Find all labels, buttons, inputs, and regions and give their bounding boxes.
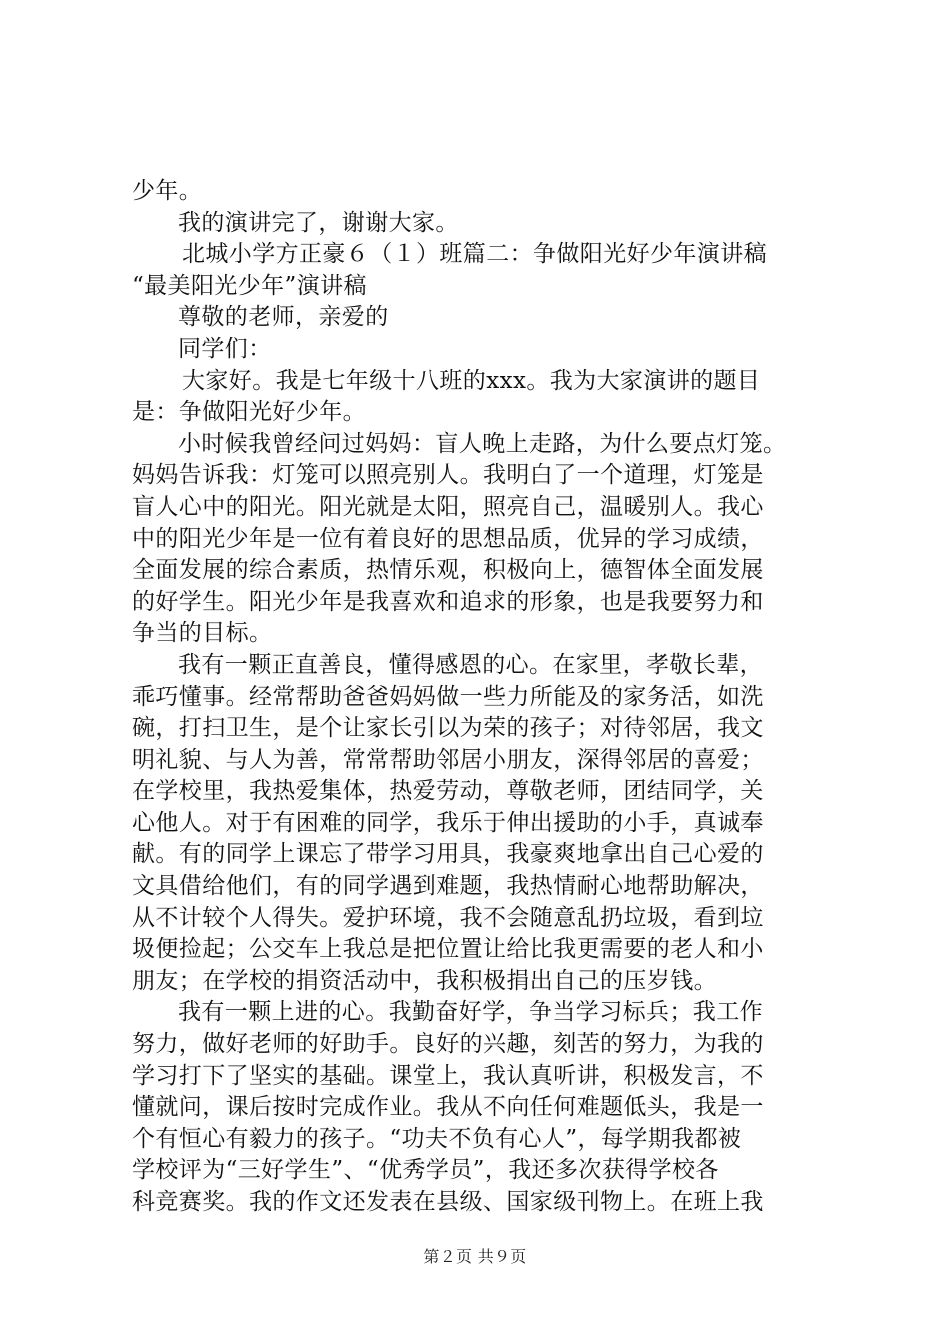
text-line: 我有一颗正直善良，懂得感恩的心。在家里，孝敬长辈， bbox=[178, 651, 763, 678]
page-footer: 第２页 共９页 bbox=[423, 1247, 527, 1266]
text-line: 懂就问，课后按时完成作业。我从不向任何难题低头，我是一 bbox=[132, 1094, 764, 1121]
text-line: 全面发展的综合素质，热情乐观，积极向上，德智体全面发展 bbox=[132, 557, 764, 584]
text-line: 尊敬的老师，亲爱的 bbox=[178, 304, 389, 331]
text-line: 妈妈告诉我：灯笼可以照亮别人。我明白了一个道理，灯笼是 bbox=[132, 462, 764, 489]
text-line: 献。有的同学上课忘了带学习用具，我豪爽地拿出自己心爱的 bbox=[132, 841, 764, 868]
text-line: 文具借给他们，有的同学遇到难题，我热情耐心地帮助解决， bbox=[132, 873, 764, 900]
text-line: 大家好。我是七年级十八班的xxx。我为大家演讲的题目 bbox=[182, 367, 761, 394]
text-line: 少年。 bbox=[132, 178, 203, 204]
text-line: 学校评为“三好学生”、“优秀学员”，我还多次获得学校各 bbox=[132, 1157, 719, 1184]
text-line: 科竞赛奖。我的作文还发表在县级、国家级刊物上。在班上我 bbox=[132, 1189, 764, 1215]
text-line: 碗，打扫卫生，是个让家长引以为荣的孩子；对待邻居，我文 bbox=[132, 715, 764, 742]
text-line: 在学校里，我热爱集体，热爱劳动，尊敬老师，团结同学，关 bbox=[132, 778, 764, 805]
text-line: 朋友；在学校的捐资活动中，我积极捐出自己的压岁钱。 bbox=[132, 967, 717, 994]
text-line: 乖巧懂事。经常帮助爸爸妈妈做一些力所能及的家务活，如洗 bbox=[132, 683, 764, 710]
text-line: 北城小学方正豪６（１）班篇二：争做阳光好少年演讲稿 bbox=[182, 241, 767, 268]
text-line: 盲人心中的阳光。阳光就是太阳，照亮自己，温暖别人。我心 bbox=[132, 493, 764, 520]
text-line: 是：争做阳光好少年。 bbox=[132, 399, 366, 426]
text-line: 圾便捡起；公交车上我总是把位置让给比我更需要的老人和小 bbox=[132, 936, 764, 963]
text-line: 学习打下了坚实的基础。课堂上，我认真听讲，积极发言，不 bbox=[132, 1062, 764, 1089]
text-line: 的好学生。阳光少年是我喜欢和追求的形象，也是我要努力和 bbox=[132, 588, 764, 615]
text-line: 努力，做好老师的好助手。良好的兴趣，刻苦的努力，为我的 bbox=[132, 1031, 764, 1058]
text-line: 中的阳光少年是一位有着良好的思想品质，优异的学习成绩， bbox=[132, 525, 764, 552]
text-line: 我有一颗上进的心。我勤奋好学，争当学习标兵；我工作 bbox=[178, 999, 763, 1026]
document-body bbox=[132, 176, 832, 1219]
text-line: 明礼貌、与人为善，常常帮助邻居小朋友，深得邻居的喜爱； bbox=[132, 746, 764, 773]
text-line: 争当的目标。 bbox=[132, 620, 273, 647]
text-line: 同学们： bbox=[178, 335, 272, 362]
text-line: 心他人。对于有困难的同学，我乐于伸出援助的小手，真诚奉 bbox=[132, 809, 764, 836]
text-line: “最美阳光少年”演讲稿 bbox=[132, 272, 367, 299]
text-line: 小时候我曾经问过妈妈：盲人晚上走路，为什么要点灯笼。 bbox=[178, 430, 787, 457]
text-line: 从不计较个人得失。爱护环境，我不会随意乱扔垃圾，看到垃 bbox=[132, 904, 764, 931]
text-line: 我的演讲完了，谢谢大家。 bbox=[178, 209, 459, 236]
text-line: 个有恒心有毅力的孩子。“功夫不负有心人”，每学期我都被 bbox=[132, 1125, 742, 1152]
